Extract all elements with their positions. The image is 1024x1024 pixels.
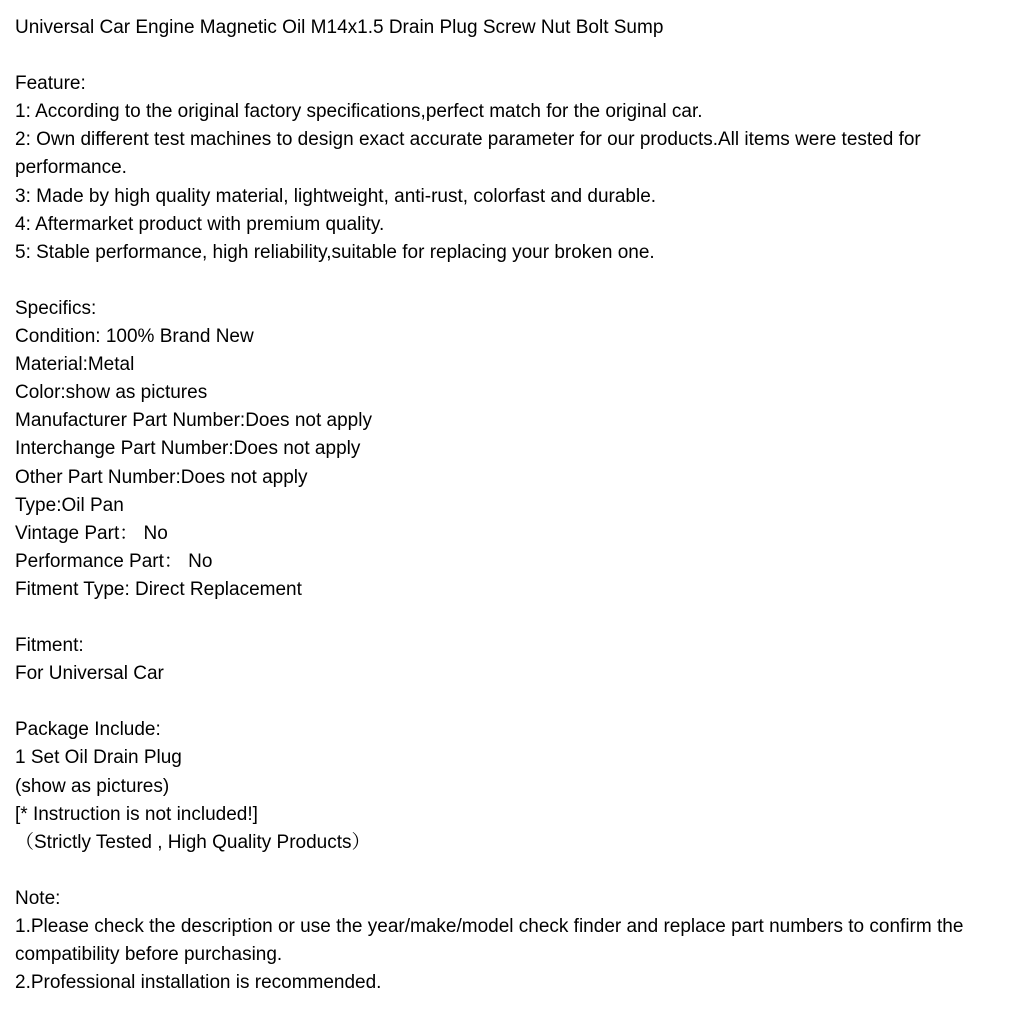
specifics-item: Interchange Part Number:Does not apply xyxy=(15,438,361,460)
package-heading: Package Include: xyxy=(15,719,161,741)
specifics-item: Condition: 100% Brand New xyxy=(15,326,254,348)
feature-item: 4: Aftermarket product with premium quality. xyxy=(15,213,385,235)
specifics-item: Fitment Type: Direct Replacement xyxy=(15,578,302,600)
note-heading: Note: xyxy=(15,887,61,909)
spacer xyxy=(15,604,1010,632)
page-title: Universal Car Engine Magnetic Oil M14x1.5 Drain Plug Screw Nut Bolt Sump xyxy=(15,17,664,38)
feature-item: 5: Stable performance, high reliability,suitable for replacing your broken one. xyxy=(15,241,655,263)
specifics-item: Material:Metal xyxy=(15,354,135,376)
specifics-item: Manufacturer Part Number:Does not apply xyxy=(15,410,372,432)
specifics-item: Vintage Part： No xyxy=(15,522,168,544)
spacer xyxy=(15,267,1010,295)
feature-item: 3: Made by high quality material, lightweight, anti-rust, colorfast and durable. xyxy=(15,185,657,207)
note-item: 2.Professional installation is recommended. xyxy=(15,972,382,994)
package-item: 1 Set Oil Drain Plug xyxy=(15,747,182,769)
fitment-heading: Fitment: xyxy=(15,635,84,657)
specifics-heading: Specifics: xyxy=(15,297,97,319)
feature-heading: Feature: xyxy=(15,73,86,95)
feature-item: 2: Own different test machines to design exact accurate parameter for our products.All items were tested for performance. xyxy=(15,129,921,179)
specifics-item: Color:show as pictures xyxy=(15,382,208,404)
spacer xyxy=(15,42,1010,70)
specifics-item: Type:Oil Pan xyxy=(15,494,124,516)
package-item: （Strictly Tested , High Quality Products） xyxy=(15,831,371,853)
package-item: (show as pictures) xyxy=(15,775,170,797)
product-description xyxy=(15,14,1010,997)
fitment-item: For Universal Car xyxy=(15,663,164,685)
spacer xyxy=(15,857,1010,885)
specifics-item: Performance Part： No xyxy=(15,550,213,572)
specifics-item: Other Part Number:Does not apply xyxy=(15,466,308,488)
note-item: 1.Please check the description or use the year/make/model check finder and replace part numbers to confirm the compatibility before purchasing. xyxy=(15,916,964,966)
spacer xyxy=(15,688,1010,716)
feature-item: 1: According to the original factory specifications,perfect match for the original car. xyxy=(15,101,703,123)
package-item: [* Instruction is not included!] xyxy=(15,803,258,825)
